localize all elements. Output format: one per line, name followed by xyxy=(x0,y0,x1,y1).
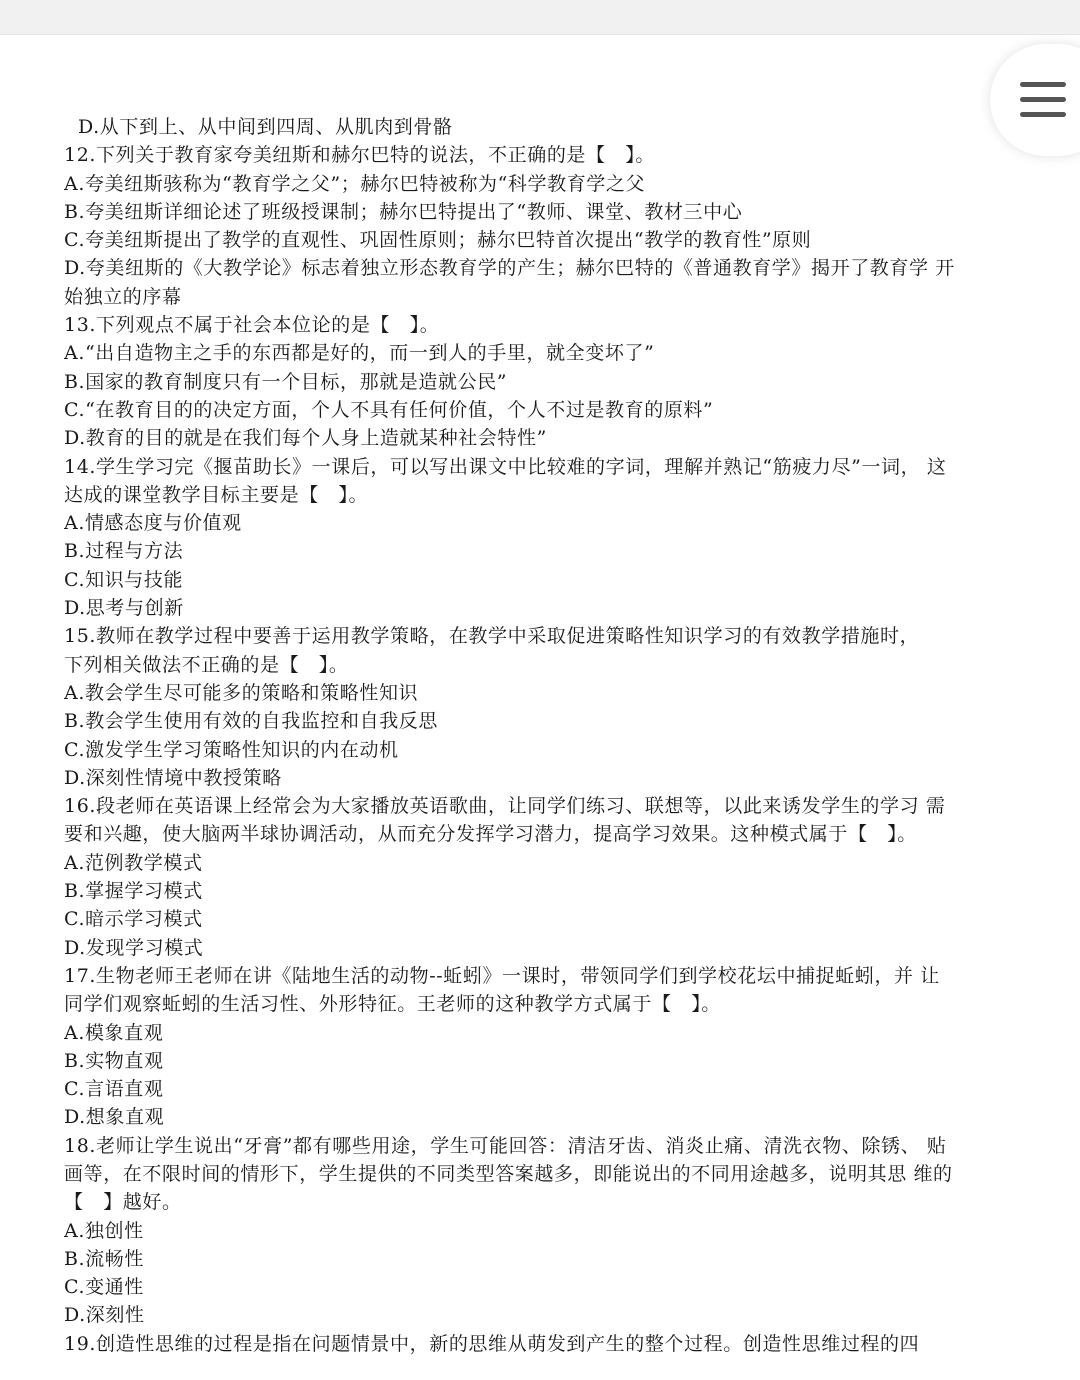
option-line: A.模象直观 xyxy=(64,1021,164,1044)
option-line: D.教育的目的就是在我们每个人身上造就某种社会特性” xyxy=(64,427,547,450)
question-line: 13.下列观点不属于社会本位论的是【 】。 xyxy=(64,314,440,337)
option-line: A.范例教学模式 xyxy=(64,851,203,874)
option-line: D.思考与创新 xyxy=(64,597,184,620)
option-line: B.过程与方法 xyxy=(64,540,184,563)
question-line: 19.创造性思维的过程是指在问题情景中，新的思维从萌发到产生的整个过程。创造性思维过程的四 xyxy=(64,1332,920,1355)
option-line: B.国家的教育制度只有一个目标，那就是造就公民” xyxy=(64,370,508,393)
option-line: A.情感态度与价值观 xyxy=(64,512,242,535)
question-line: 下列相关做法不正确的是【 】。 xyxy=(64,653,349,676)
option-line: C.夸美纽斯提出了教学的直观性、巩固性原则；赫尔巴特首次提出“教学的教育性”原则 xyxy=(64,229,812,252)
option-line: B.教会学生使用有效的自我监控和自我反思 xyxy=(64,710,439,733)
option-line: C.“在教育目的的决定方面，个人不具有任何价值，个人不过是教育的原料” xyxy=(64,398,714,421)
question-line: 要和兴趣，使大脑两半球协调活动，从而充分发挥学习潜力，提高学习效果。这种模式属于【 】。 xyxy=(64,823,917,846)
option-line: D.夸美纽斯的《大教学论》标志着独立形态教育学的产生；赫尔巴特的《普通教育学》揭开了教育学 开 xyxy=(64,257,955,280)
question-line: 12.下列关于教育家夸美纽斯和赫尔巴特的说法，不正确的是【 】。 xyxy=(64,144,655,167)
option-line: C.变通性 xyxy=(64,1276,144,1299)
option-line: A.独创性 xyxy=(64,1219,144,1242)
question-line: 15.教师在教学过程中要善于运用教学策略，在教学中采取促进策略性知识学习的有效教学措施时， xyxy=(64,625,920,648)
option-line: 始独立的序幕 xyxy=(64,285,182,308)
question-line: 17.生物老师王老师在讲《陆地生活的动物--蚯蚓》一课时，带领同学们到学校花坛中捕捉蚯蚓，并 让 xyxy=(64,964,940,987)
option-line: C.知识与技能 xyxy=(64,568,184,591)
hamburger-menu-icon xyxy=(1020,112,1066,117)
question-line: 【 】越好。 xyxy=(64,1191,182,1214)
option-line: D.深刻性情境中教授策略 xyxy=(64,766,282,789)
hamburger-menu-icon xyxy=(1020,82,1066,87)
hamburger-menu-icon xyxy=(1020,97,1066,102)
option-line: B.掌握学习模式 xyxy=(64,880,203,903)
option-line: D.深刻性 xyxy=(64,1304,145,1327)
option-line: C.言语直观 xyxy=(64,1078,164,1101)
option-line: D.想象直观 xyxy=(64,1106,165,1129)
question-line: 画等，在不限时间的情形下，学生提供的不同类型答案越多，即能说出的不同用途越多，说明其思 维的 xyxy=(64,1162,953,1185)
option-line: A.教会学生尽可能多的策略和策略性知识 xyxy=(64,681,419,704)
document-body xyxy=(64,113,1024,1358)
option-line: B.夸美纽斯详细论述了班级授课制；赫尔巴特提出了“教师、课堂、教材三中心 xyxy=(64,200,743,223)
option-line: A.“出自造物主之手的东西都是好的，而一到人的手里，就全变坏了” xyxy=(64,342,655,365)
option-line: C.暗示学习模式 xyxy=(64,908,203,931)
question-line: 达成的课堂教学目标主要是【 】。 xyxy=(64,483,369,506)
option-line: B.流畅性 xyxy=(64,1247,145,1270)
option-line: D.发现学习模式 xyxy=(64,936,204,959)
option-line: A.夸美纽斯骇称为“教育学之父”；赫尔巴特被称为“科学教育学之父 xyxy=(64,172,646,195)
question-line: 14.学生学习完《揠苗助长》一课后，可以写出课文中比较难的字词，理解并熟记“筋疲力尽”一词， 这 xyxy=(64,455,947,478)
question-line: 18.老师让学生说出“牙膏”都有哪些用途，学生可能回答：清洁牙齿、消炎止痛、清洗衣物、除锈、 贴 xyxy=(64,1134,947,1157)
top-bar xyxy=(0,0,1080,35)
question-line: 同学们观察蚯蚓的生活习性、外形特征。王老师的这种教学方式属于【 】。 xyxy=(64,993,721,1016)
question-line: 16.段老师在英语课上经常会为大家播放英语歌曲，让同学们练习、联想等，以此来诱发学生的学习 需 xyxy=(64,795,946,818)
option-line: D.从下到上、从中间到四周、从肌肉到骨骼 xyxy=(78,116,453,138)
option-line: B.实物直观 xyxy=(64,1049,164,1072)
option-line: C.激发学生学习策略性知识的内在动机 xyxy=(64,738,399,761)
